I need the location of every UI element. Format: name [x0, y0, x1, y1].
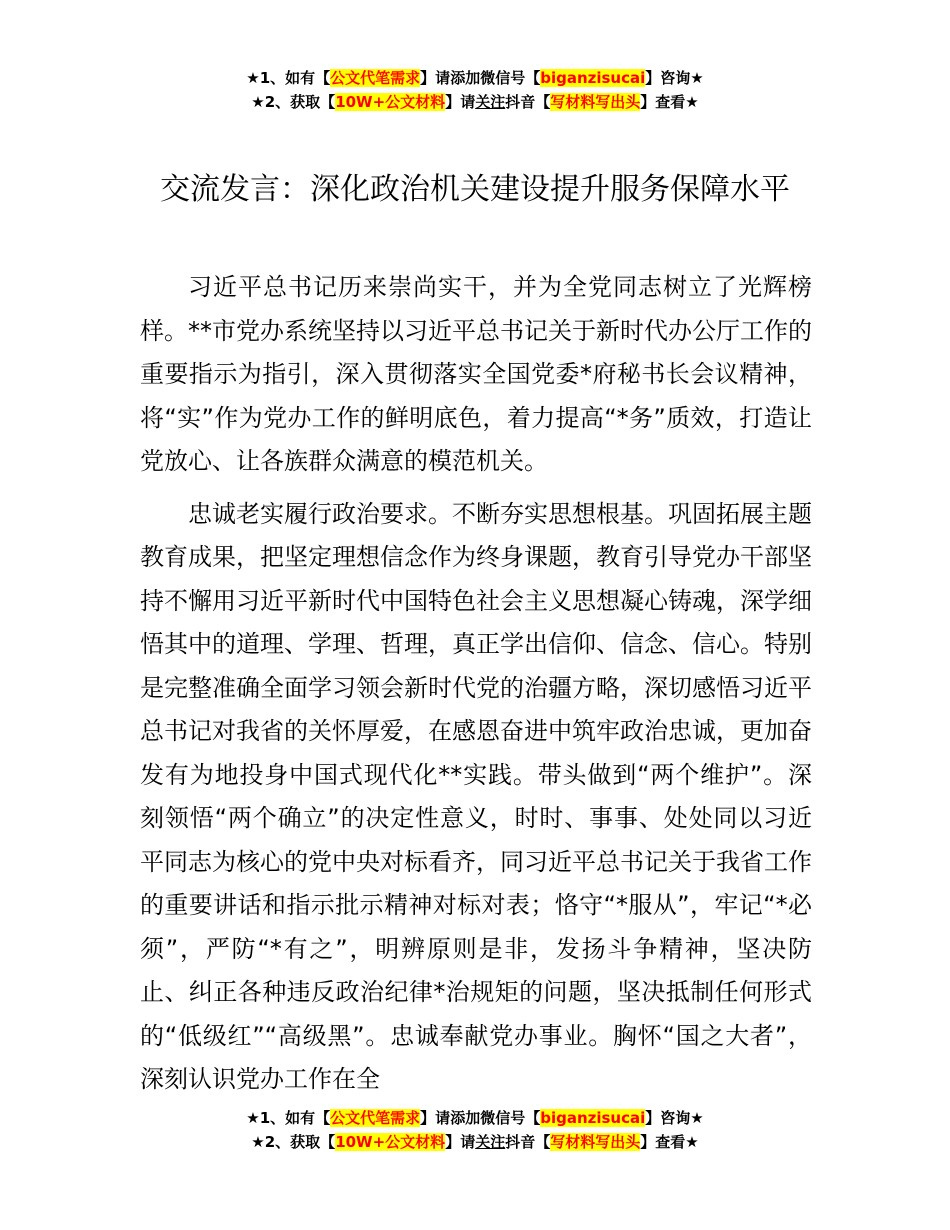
header-banner-line-2: ★2、获取【10W+公文材料】请关注抖音【写材料写出头】查看★ — [251, 93, 699, 111]
footer-banner — [0, 1106, 950, 1154]
header-banner — [0, 66, 950, 114]
wechat-id-highlight: biganzisucai — [540, 1109, 646, 1127]
document-title: 交流发言：深化政治机关建设提升服务保障水平 — [160, 172, 790, 207]
header-banner-line-1: ★1、如有【公文代笔需求】请添加微信号【biganzisucai】咨询★ — [246, 69, 704, 87]
douyin-account-highlight: 写材料写出头 — [550, 1133, 641, 1151]
footer-banner-line-2: ★2、获取【10W+公文材料】请关注抖音【写材料写出头】查看★ — [251, 1133, 699, 1151]
footer-banner-line-1: ★1、如有【公文代笔需求】请添加微信号【biganzisucai】咨询★ — [246, 1109, 704, 1127]
wechat-id-highlight: biganzisucai — [540, 69, 646, 87]
paragraph-intro: 习近平总书记历来崇尚实干，并为全党同志树立了光辉榜样。**市党办系统坚持以习近平总书记关于新时代办公厅工作的重要指示为指引，深入贯彻落实全国党委*府秘书长会议精神，将“实”作为党办工作的鲜明底色，着力提高“*务”质效，打造让党放心、让各族群众满意的模范机关。 — [140, 273, 812, 475]
ghostwriting-highlight: 公文代笔需求 — [330, 1109, 421, 1127]
document-body — [140, 266, 812, 1102]
materials-highlight: 10W+公文材料 — [335, 1133, 446, 1151]
ghostwriting-highlight: 公文代笔需求 — [330, 69, 421, 87]
materials-highlight: 10W+公文材料 — [335, 93, 446, 111]
douyin-account-highlight: 写材料写出头 — [550, 93, 641, 111]
paragraph-political-loyalty: 忠诚老实履行政治要求。不断夯实思想根基。巩固拓展主题教育成果，把坚定理想信念作为终身课题，教育引导党办干部坚持不懈用习近平新时代中国特色社会主义思想凝心铸魂，深学细悟其中的道理、学理、哲理，真正学出信仰、信念、信心。特别是完整准确全面学习领会新时代党的治疆方略，深切感悟习近平总书记对我省的关怀厚爱，在感恩奋进中筑牢政治忠诚，更加奋发有为地投身中国式现代化**实践。带头做到“两个维护”。深刻领悟“两个确立”的决定性意义，时时、事事、处处同以习近平同志为核心的党中央对标看齐，同习近平总书记关于我省工作的重要讲话和指示批示精神对标对表；恪守“*服从”，牢记“*必须”，严防“*有之”，明辨原则是非，发扬斗争精神，坚决防止、纠正各种违反政治纪律*治规矩的问题，坚决抵制任何形式的“低级红”“高级黑”。忠诚奉献党办事业。胸怀“国之大者”，深刻认识党办工作在全 — [140, 499, 812, 1093]
